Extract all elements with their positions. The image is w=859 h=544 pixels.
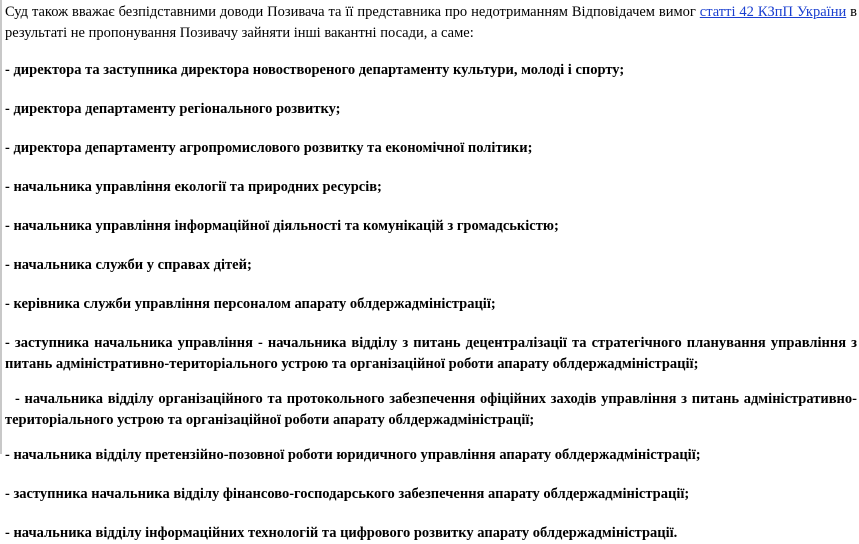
list-item: - начальника відділу інформаційних технологій та цифрового розвитку апарату облдержадміністрації. [5, 525, 678, 542]
list-item: - заступника начальника відділу фінансово-господарського забезпечення апарату облдержадміністрації; [5, 486, 690, 503]
intro-paragraph [5, 2, 859, 44]
list-item: - начальника служби у справах дітей; [5, 257, 252, 274]
list-item: - начальника управління інформаційної діяльності та комунікацій з громадськістю; [5, 218, 559, 235]
list-item: - директора департаменту регіонального розвитку; [5, 101, 341, 118]
intro-text-after-link: в результаті не пропонування Позивачу зайняти інші вакантні посади, а саме: [5, 4, 857, 42]
list-item: - директора та заступника директора новоствореного департаменту культури, молоді і спорту; [5, 62, 625, 79]
list-item: - заступника начальника управління - начальника відділу з питань децентралізації та стратегічного планування управління з питань адміністративно-територіального устрою та організаційної роботи апарату облдержадміністрації; [5, 335, 857, 373]
intro-text-before-link: Суд також вважає безпідставними доводи Позивача та її представника про недотриманням Відповідачем вимог [5, 4, 700, 20]
left-margin-rule [0, 0, 2, 454]
list-item: - керівника служби управління персоналом апарату облдержадміністрації; [5, 296, 496, 313]
list-item: - начальника відділу претензійно-позовної роботи юридичного управління апарату облдержадміністрації; [5, 447, 701, 464]
list-item: - директора департаменту агропромислового розвитку та економічної політики; [5, 140, 533, 157]
document-body [5, 0, 859, 544]
list-item: - начальника відділу організаційного та протокольного забезпечення офіційних заходів управління з питань адміністративно-територіального устрою та організаційної роботи апарату облдержадміністрації; [5, 391, 857, 429]
list-item: - начальника управління екології та природних ресурсів; [5, 179, 382, 196]
statute-link[interactable]: статті 42 КЗпП України [699, 4, 847, 20]
